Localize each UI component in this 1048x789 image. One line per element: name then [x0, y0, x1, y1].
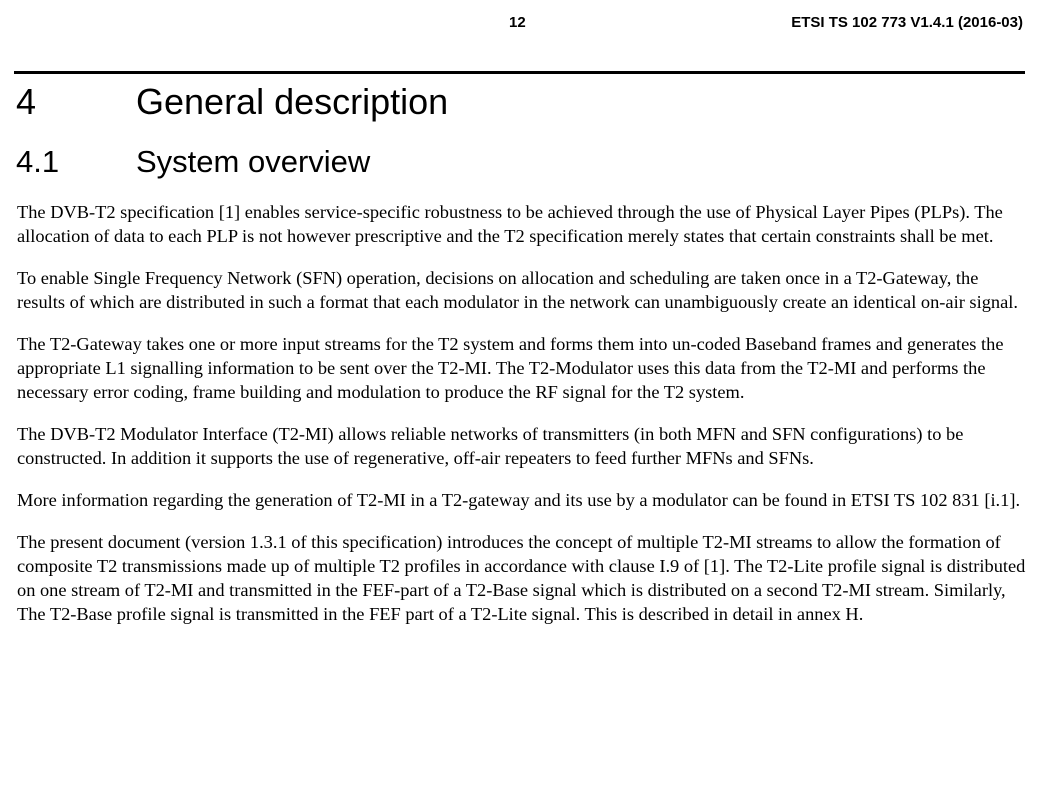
subsection-heading — [16, 142, 371, 182]
paragraph: The DVB-T2 Modulator Interface (T2-MI) allows reliable networks of transmitters (in both MFN and SFN configurations) to be constructed. In addition it supports the use of regenerative, off-air repeaters to feed further MFNs and SFNs. — [17, 424, 964, 468]
subsection-title: System overview — [136, 144, 371, 179]
body-text — [17, 200, 1027, 644]
page-header — [0, 12, 1048, 36]
page-number: 12 — [509, 14, 526, 31]
document-reference: ETSI TS 102 773 V1.4.1 (2016-03) — [791, 14, 1023, 31]
section-number: 4 — [16, 81, 37, 122]
paragraph: To enable Single Frequency Network (SFN) operation, decisions on allocation and scheduling are taken once in a T2-Gateway, the results of which are distributed in such a format that each modulator in the network can unambiguously create an identical on-air signal. — [17, 268, 1018, 312]
paragraph: More information regarding the generation of T2-MI in a T2-gateway and its use by a modulator can be found in ETSI TS 102 831 [i.1]. — [17, 490, 1021, 510]
section-title: General description — [136, 81, 449, 122]
section-heading — [16, 79, 449, 125]
paragraph: The present document (version 1.3.1 of this specification) introduces the concept of multiple T2-MI streams to allow the formation of composite T2 transmissions made up of multiple T2 profiles in accordance with clause I.9 of [1]. The T2-Lite profile signal is distributed on one stream of T2-MI and transmitted in the FEF-part of a T2-Base signal which is distributed on a second T2-MI stream. Similarly, The T2-Base profile signal is transmitted in the FEF part of a T2-Lite signal. This is described in detail in annex H. — [17, 532, 1026, 624]
paragraph: The DVB-T2 specification [1] enables service-specific robustness to be achieved through the use of Physical Layer Pipes (PLPs). The allocation of data to each PLP is not however prescriptive and the T2 specification merely states that certain constraints shall be met. — [17, 202, 1003, 246]
subsection-number: 4.1 — [16, 144, 60, 179]
paragraph: The T2-Gateway takes one or more input streams for the T2 system and forms them into un-coded Baseband frames and generates the appropriate L1 signalling information to be sent over the T2-MI. The T2-Modulator uses this data from the T2-MI and performs the necessary error coding, frame building and modulation to produce the RF signal for the T2 system. — [17, 334, 1004, 402]
header-divider — [14, 71, 1025, 74]
